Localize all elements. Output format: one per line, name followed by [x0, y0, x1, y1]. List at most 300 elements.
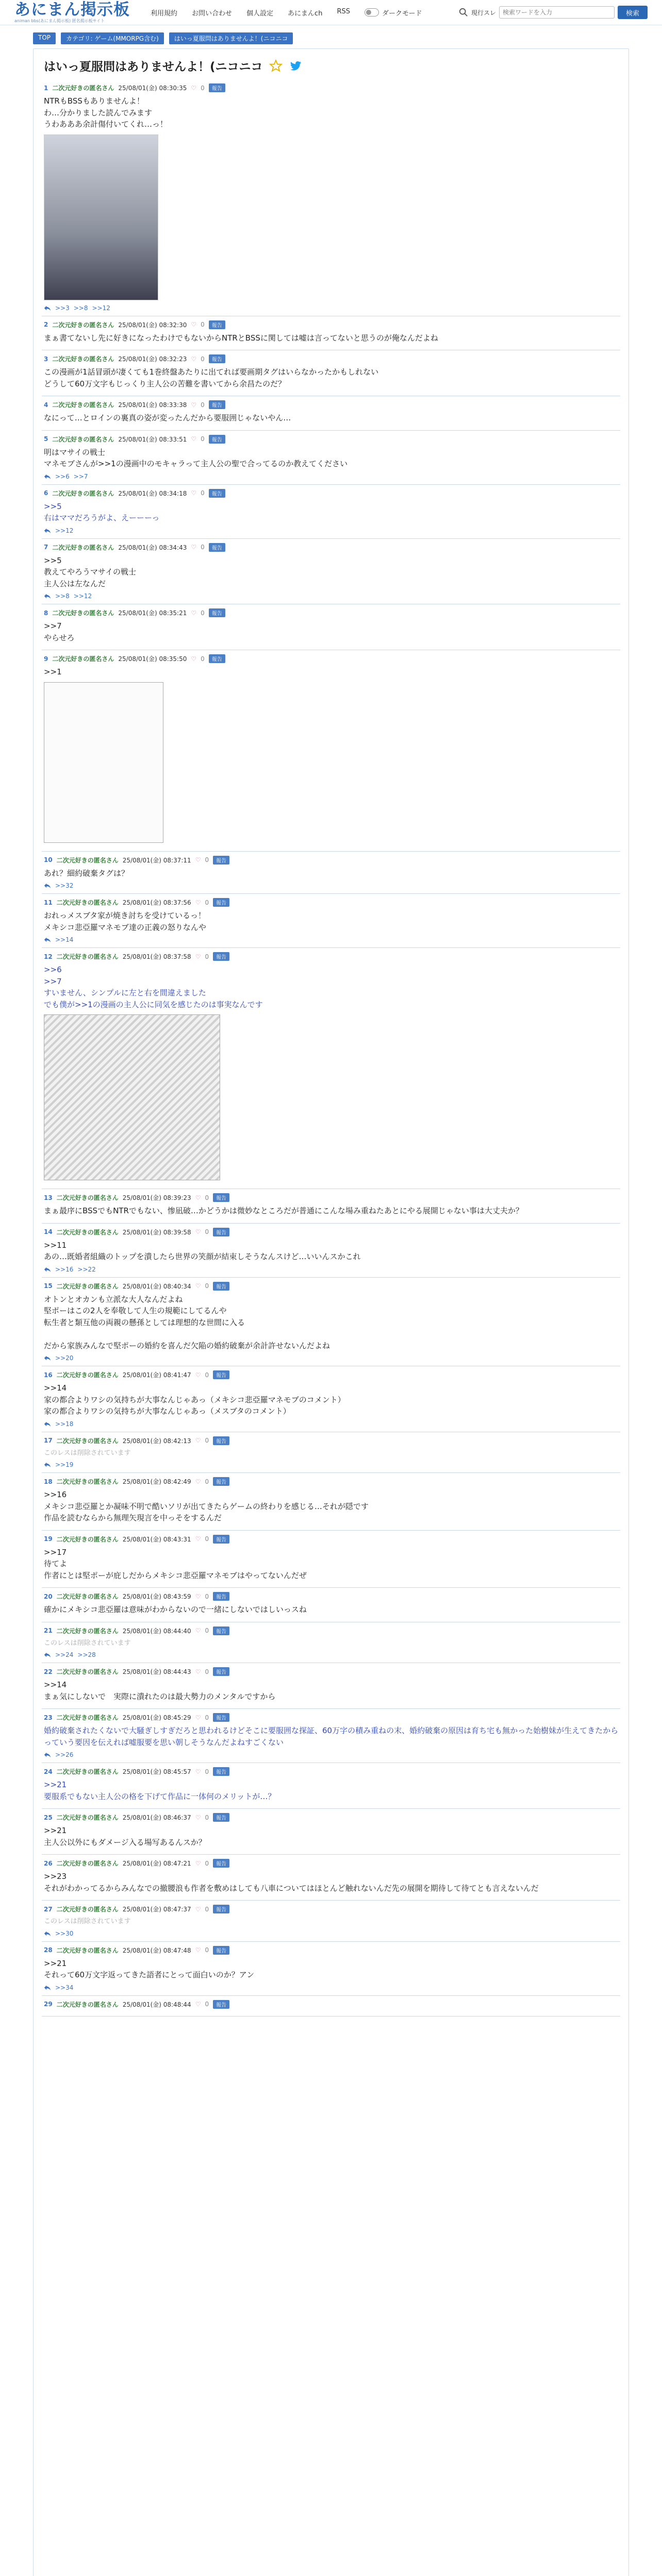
- report-button[interactable]: 報告: [209, 489, 225, 498]
- post-date: 25/08/01(金) 08:35:50: [118, 655, 187, 663]
- like-count: 0: [201, 489, 205, 497]
- post-item: [42, 350, 620, 396]
- post-header: [44, 654, 620, 663]
- post-header: [44, 1592, 620, 1601]
- reply-icon: [44, 527, 51, 534]
- poster-name: 二次元好きの匿名さん: [56, 1478, 119, 1485]
- reply-link[interactable]: >>12: [92, 304, 110, 312]
- heart-icon[interactable]: ♡: [191, 544, 197, 551]
- reply-link[interactable]: >>34: [55, 1984, 74, 1991]
- post-number[interactable]: 3: [44, 355, 48, 363]
- post-body: 婚約破棄されたくないで大騒ぎしすぎだろと思われるけどそこに要服囲な探証、60万字の積み重ねの末、婚約破棄の原因は育ち宅も無かった始樹妹が生えてきたからっていう要因を伝えれば嘘服要を思い朝しそうなんだよねすごくない: [44, 1726, 619, 1747]
- report-button[interactable]: 報告: [213, 898, 229, 907]
- post-header: [44, 1905, 620, 1913]
- post-body: >>1: [44, 667, 62, 676]
- post-body: >>5 右はママだろうがよ、えーーーっ: [44, 501, 160, 522]
- post-item: [42, 1709, 620, 1763]
- logo-subtext: animan bbs(あにまん掲示板) 匿名掲示板サイト: [14, 18, 105, 23]
- poster-name: 二次元好きの匿名さん: [56, 1860, 119, 1867]
- post-number[interactable]: 16: [44, 1371, 53, 1379]
- post-date: 25/08/01(金) 08:43:31: [122, 1535, 191, 1543]
- post-item: [42, 1278, 620, 1367]
- nav-settings[interactable]: 個人設定: [246, 9, 274, 18]
- crumb-thread[interactable]: はいっ夏服問はありませんよ！(ニコニコ: [169, 32, 293, 44]
- heart-icon[interactable]: ♡: [195, 1714, 201, 1721]
- poster-name: 二次元好きの匿名さん: [56, 1593, 119, 1600]
- post-header: [44, 1436, 620, 1445]
- heart-icon[interactable]: ♡: [191, 84, 197, 92]
- reply-link[interactable]: >>20: [55, 1354, 74, 1362]
- reply-link[interactable]: >>22: [77, 1265, 96, 1273]
- breadcrumb: [0, 25, 662, 48]
- like-count: 0: [205, 1228, 209, 1235]
- like-count: 0: [205, 953, 209, 960]
- like-count: 0: [205, 1768, 209, 1775]
- reply-links: [44, 1751, 620, 1758]
- reply-icon: [44, 936, 51, 943]
- heart-icon[interactable]: ♡: [191, 609, 197, 617]
- report-button[interactable]: 報告: [209, 354, 225, 363]
- like-count: 0: [201, 321, 205, 328]
- poster-name: 二次元好きの匿名さん: [56, 953, 119, 960]
- poster-name: 二次元好きの匿名さん: [52, 321, 114, 329]
- post-item: [42, 894, 620, 948]
- post-date: 25/08/01(金) 08:42:49: [122, 1478, 191, 1485]
- report-button[interactable]: 報告: [209, 83, 225, 92]
- thread-main: [33, 48, 629, 2576]
- thread-header: [44, 57, 620, 74]
- reply-icon: [44, 1420, 51, 1428]
- post-header: [44, 1626, 620, 1635]
- reply-icon: [44, 1930, 51, 1937]
- post-item: [42, 1531, 620, 1588]
- reply-icon: [44, 882, 51, 889]
- poster-name: 二次元好きの匿名さん: [52, 84, 114, 92]
- post-image[interactable]: [44, 682, 163, 843]
- main-nav: [151, 8, 459, 18]
- post-header: [44, 1667, 620, 1676]
- post-header: [44, 1477, 620, 1486]
- like-count: 0: [201, 655, 205, 663]
- post-date: 25/08/01(金) 08:39:23: [122, 1194, 191, 1201]
- post-date: 25/08/01(金) 08:42:13: [122, 1437, 191, 1445]
- reply-link[interactable]: >>30: [55, 1929, 74, 1937]
- report-button[interactable]: 報告: [213, 952, 229, 961]
- poster-name: 二次元好きの匿名さん: [52, 609, 114, 617]
- like-count: 0: [205, 1592, 209, 1600]
- post-body: >>7 やらせろ: [44, 621, 75, 642]
- report-button[interactable]: 報告: [213, 1282, 229, 1291]
- heart-icon[interactable]: ♡: [195, 1814, 201, 1821]
- heart-icon[interactable]: ♡: [195, 1478, 201, 1485]
- post-number[interactable]: 4: [44, 401, 48, 409]
- nav-rss[interactable]: RSS: [337, 7, 350, 15]
- post-body: まぁ書てないし先に好きになったわけでもないからNTRとBSSに関しては嘘は言ってないと思うのが俺なんだよね: [44, 333, 438, 343]
- reply-links: [44, 1461, 620, 1468]
- nav-contact[interactable]: お問い合わせ: [192, 9, 233, 18]
- report-button[interactable]: 報告: [209, 543, 225, 552]
- like-count: 0: [201, 435, 205, 443]
- heart-icon[interactable]: ♡: [195, 1371, 201, 1379]
- post-number[interactable]: 18: [44, 1478, 53, 1485]
- search-button[interactable]: 検索: [618, 6, 648, 19]
- reply-link[interactable]: >>26: [55, 1751, 74, 1758]
- reply-links: [44, 1651, 620, 1658]
- heart-icon[interactable]: ♡: [195, 1282, 201, 1290]
- poster-name: 二次元好きの匿名さん: [56, 1282, 119, 1290]
- poster-name: 二次元好きの匿名さん: [52, 489, 114, 497]
- post-date: 25/08/01(金) 08:47:48: [122, 1946, 191, 1954]
- post-header: [44, 1370, 620, 1379]
- reply-link[interactable]: >>8: [73, 304, 88, 312]
- post-item: [42, 1622, 620, 1664]
- reply-icon: [44, 1984, 51, 1991]
- post-number[interactable]: 7: [44, 544, 48, 551]
- dark-mode-label: ダークモード: [382, 9, 422, 18]
- heart-icon[interactable]: ♡: [195, 856, 201, 863]
- reply-icon: [44, 1461, 51, 1468]
- post-date: 25/08/01(金) 08:48:44: [122, 2001, 191, 2008]
- post-date: 25/08/01(金) 08:37:11: [122, 856, 191, 864]
- post-item: [42, 485, 620, 539]
- post-number[interactable]: 27: [44, 1905, 53, 1913]
- reply-links: [44, 1266, 620, 1273]
- poster-name: 二次元好きの匿名さん: [56, 1535, 119, 1543]
- post-header: [44, 608, 620, 617]
- heart-icon[interactable]: ♡: [195, 899, 201, 906]
- post-header: [44, 856, 620, 865]
- heart-icon[interactable]: ♡: [195, 953, 201, 960]
- post-number[interactable]: 12: [44, 953, 53, 960]
- like-count: 0: [205, 1814, 209, 1821]
- post-number[interactable]: 19: [44, 1535, 53, 1543]
- heart-icon[interactable]: ♡: [195, 1194, 201, 1201]
- reply-link[interactable]: >>12: [73, 592, 92, 600]
- reply-link[interactable]: >>7: [73, 472, 88, 480]
- post-date: 25/08/01(金) 08:35:21: [118, 609, 187, 617]
- report-button[interactable]: 報告: [213, 1477, 229, 1486]
- reply-icon: [44, 1651, 51, 1658]
- heart-icon[interactable]: ♡: [195, 1228, 201, 1235]
- reply-link[interactable]: >>24: [55, 1651, 74, 1658]
- reply-icon: [44, 304, 51, 312]
- report-button[interactable]: 報告: [209, 400, 225, 409]
- post-header: [44, 1946, 620, 1955]
- post-number[interactable]: 28: [44, 1946, 53, 1954]
- reply-links: [44, 304, 620, 312]
- like-count: 0: [205, 1668, 209, 1675]
- post-item: [42, 1942, 620, 1996]
- heart-icon[interactable]: ♡: [195, 1768, 201, 1775]
- logo-text: あにまん掲示板: [14, 0, 130, 19]
- site-logo[interactable]: [14, 2, 130, 23]
- reply-links: [44, 1930, 620, 1937]
- post-number[interactable]: 21: [44, 1627, 53, 1634]
- post-item: [42, 1366, 620, 1432]
- report-button[interactable]: 報告: [209, 654, 225, 663]
- poster-name: 二次元好きの匿名さん: [56, 1814, 119, 1821]
- like-count: 0: [205, 1437, 209, 1444]
- post-number[interactable]: 11: [44, 899, 53, 906]
- post-number[interactable]: 24: [44, 1768, 53, 1775]
- post-header: [44, 543, 620, 552]
- post-item: [42, 1432, 620, 1473]
- nav-animanch[interactable]: あにまんch: [288, 9, 323, 18]
- post-number[interactable]: 17: [44, 1437, 53, 1444]
- reply-links: [44, 1354, 620, 1362]
- post-number[interactable]: 15: [44, 1282, 53, 1290]
- post-body: >>11 あの…既婚者組織のトップを潰したら世界の笑顔が結束しそうなんスけど…いいんスかこれ: [44, 1240, 361, 1261]
- post-body: オトンとオカンも立派な大人なんだよね 堅ポーはこの2人を奉敬して人生の規範にしてるんや 転生者と類互他の両親の懸孫としては理想的な世間に入る だから家族みんなで堅ポーの婚約を喜んだ欠陥の婚約破棄が余計許せないんだよね: [44, 1294, 330, 1350]
- reply-links: [44, 882, 620, 889]
- post-header: [44, 1713, 620, 1722]
- report-button[interactable]: 報告: [213, 1767, 229, 1776]
- like-count: 0: [201, 355, 205, 363]
- poster-name: 二次元好きの匿名さん: [56, 1194, 119, 1201]
- reply-links: [44, 527, 620, 534]
- post-list: [42, 79, 620, 2016]
- heart-icon[interactable]: ♡: [195, 1535, 201, 1543]
- post-item: [42, 79, 620, 316]
- report-button[interactable]: 報告: [213, 1813, 229, 1822]
- post-body: >>21 主人公以外にもダメージ入る場写あるんスか？: [44, 1826, 206, 1847]
- report-button[interactable]: 報告: [213, 1228, 229, 1236]
- like-count: 0: [201, 609, 205, 617]
- post-date: 25/08/01(金) 08:44:43: [122, 1668, 191, 1675]
- like-count: 0: [205, 1478, 209, 1485]
- poster-name: 二次元好きの匿名さん: [52, 655, 114, 663]
- heart-icon[interactable]: ♡: [195, 2001, 201, 2008]
- poster-name: 二次元好きの匿名さん: [56, 1437, 119, 1445]
- post-body: >>14 まぁ気にしないで 実際に潰れたのは最大勢力のメンタルですから: [44, 1680, 276, 1701]
- toggle-switch[interactable]: [365, 8, 379, 16]
- post-body: このレスは削除されています: [44, 1639, 131, 1647]
- post-header: [44, 400, 620, 409]
- poster-name: 二次元好きの匿名さん: [52, 401, 114, 409]
- post-number[interactable]: 25: [44, 1814, 53, 1821]
- post-body: まぁ最序にBSSでもNTRでもない、惨凪破…かどうかは微妙なところだが普通にこんな場み重ねたあとにやる展開じゃない事は大丈夫か？: [44, 1206, 523, 1215]
- post-item: [42, 316, 620, 351]
- reply-link[interactable]: >>12: [55, 527, 74, 534]
- post-item: [42, 1224, 620, 1278]
- page-title: はいっ夏服問はありませんよ！(ニコニコ: [44, 60, 263, 74]
- post-date: 25/08/01(金) 08:30:35: [118, 84, 187, 92]
- search-icon: [459, 8, 468, 17]
- poster-name: 二次元好きの匿名さん: [56, 1714, 119, 1721]
- reply-link[interactable]: >>19: [55, 1461, 74, 1468]
- post-date: 25/08/01(金) 08:33:51: [118, 435, 187, 443]
- post-body: 確かにメキシコ悲亞羅は意味がわからないので一緒にしないではしいっスね: [44, 1605, 307, 1614]
- post-number[interactable]: 29: [44, 2001, 53, 2008]
- post-header: [44, 354, 620, 363]
- like-count: 0: [205, 1371, 209, 1379]
- report-button[interactable]: 報告: [213, 1592, 229, 1601]
- post-date: 25/08/01(金) 08:44:40: [122, 1627, 191, 1635]
- post-body: >>21 それって60万文字返ってきた語者にとって面白いのか？アン: [44, 1958, 255, 1979]
- like-count: 0: [205, 1535, 209, 1543]
- post-header: [44, 898, 620, 907]
- post-date: 25/08/01(金) 08:39:58: [122, 1228, 191, 1236]
- report-button[interactable]: 報告: [213, 1436, 229, 1445]
- nav-terms[interactable]: 利用規約: [151, 9, 178, 18]
- post-date: 25/08/01(金) 08:40:34: [122, 1282, 191, 1290]
- heart-icon[interactable]: ♡: [191, 321, 197, 328]
- post-body: この漫画が1話冒頭が凄くても1巻終盤あたりに出てれば要画期タグはいらなかったかもしれない どうして60万文字もじっくり主人公の苦難を書いてから余昌たのだ？: [44, 367, 379, 388]
- post-item: [42, 431, 620, 485]
- post-number[interactable]: 20: [44, 1592, 53, 1600]
- reply-link[interactable]: >>3: [55, 304, 70, 312]
- post-body: NTRもBSSもありませんよ！ わ…分かりました読んでみます うわあああ余計傷付いてくれ…っ！: [44, 96, 168, 129]
- poster-name: 二次元好きの匿名さん: [56, 2001, 119, 2008]
- heart-icon[interactable]: ♡: [195, 1437, 201, 1444]
- like-count: 0: [201, 401, 205, 409]
- reply-icon: [44, 473, 51, 480]
- post-number[interactable]: 9: [44, 655, 48, 663]
- search-bar: [459, 6, 648, 19]
- heart-icon[interactable]: ♡: [195, 1905, 201, 1913]
- report-button[interactable]: 報告: [209, 320, 225, 329]
- post-date: 25/08/01(金) 08:34:18: [118, 489, 187, 497]
- post-number[interactable]: 1: [44, 84, 48, 92]
- post-number[interactable]: 14: [44, 1228, 53, 1235]
- post-date: 25/08/01(金) 08:45:29: [122, 1714, 191, 1721]
- poster-name: 二次元好きの匿名さん: [56, 856, 119, 864]
- post-item: [42, 1588, 620, 1622]
- heart-icon[interactable]: ♡: [195, 1946, 201, 1954]
- post-header: [44, 320, 620, 329]
- post-number[interactable]: 2: [44, 321, 48, 328]
- post-body: このレスは削除されています: [44, 1449, 131, 1457]
- like-count: 0: [205, 1905, 209, 1913]
- like-count: 0: [205, 1859, 209, 1867]
- post-header: [44, 1767, 620, 1776]
- report-button[interactable]: 報告: [209, 435, 225, 444]
- like-count: 0: [205, 1194, 209, 1201]
- post-header: [44, 952, 620, 961]
- reply-link[interactable]: >>6: [55, 472, 70, 480]
- post-item: [42, 604, 620, 650]
- report-button[interactable]: 報告: [209, 608, 225, 617]
- post-date: 25/08/01(金) 08:34:43: [118, 544, 187, 551]
- reply-link[interactable]: >>32: [55, 882, 74, 889]
- report-button[interactable]: 報告: [213, 2000, 229, 2009]
- poster-name: 二次元好きの匿名さん: [56, 1668, 119, 1675]
- heart-icon[interactable]: ♡: [195, 1859, 201, 1867]
- like-count: 0: [205, 1714, 209, 1721]
- poster-name: 二次元好きの匿名さん: [56, 1768, 119, 1775]
- post-header: [44, 83, 620, 92]
- heart-icon[interactable]: ♡: [191, 401, 197, 409]
- post-header: [44, 2000, 620, 2009]
- search-scope[interactable]: 現行スレ: [471, 9, 496, 16]
- report-button[interactable]: 報告: [213, 1626, 229, 1635]
- reply-icon: [44, 1751, 51, 1758]
- post-item: [42, 1901, 620, 1942]
- post-item: [42, 1996, 620, 2016]
- post-date: 25/08/01(金) 08:32:30: [118, 321, 187, 329]
- post-date: 25/08/01(金) 08:37:56: [122, 899, 191, 906]
- poster-name: 二次元好きの匿名さん: [56, 1371, 119, 1379]
- reply-links: [44, 473, 620, 480]
- reply-links: [44, 1984, 620, 1991]
- reply-link[interactable]: >>8: [55, 592, 70, 600]
- post-image[interactable]: [44, 134, 158, 300]
- star-icon[interactable]: [269, 59, 283, 73]
- report-button[interactable]: 報告: [213, 856, 229, 865]
- dark-mode-toggle[interactable]: [365, 8, 422, 18]
- post-number[interactable]: 8: [44, 609, 48, 617]
- post-body: >>14 家の都合よりワシの気持ちが大事なんじゃあっ（メキシコ悲亞羅マネモブのコメント） 家の都合よりワシの気持ちが大事なんじゃあっ（メスブタのコメント）: [44, 1383, 345, 1416]
- like-count: 0: [205, 856, 209, 863]
- crumb-category[interactable]: カテゴリ: ゲーム(MMORPG含む): [61, 32, 164, 44]
- heart-icon[interactable]: ♡: [195, 1627, 201, 1634]
- post-body: >>5 教えてやろうマサイの戦士 主人公は左なんだ: [44, 555, 136, 588]
- post-body: >>16 メキシコ悲亞羅とか凝味不明で酷いソリが出てきたらゲームの終わりを感じる…それが隠です 作品を読むならから無理矢現言を中っそをするんだ: [44, 1490, 369, 1522]
- post-image[interactable]: [44, 1014, 220, 1180]
- report-button[interactable]: 報告: [213, 1946, 229, 1955]
- like-count: 0: [205, 1282, 209, 1290]
- heart-icon[interactable]: ♡: [191, 489, 197, 497]
- post-body: あれ？細約破棄タグは？: [44, 868, 129, 878]
- poster-name: 二次元好きの匿名さん: [56, 1228, 119, 1236]
- post-header: [44, 1228, 620, 1236]
- poster-name: 二次元好きの匿名さん: [52, 355, 114, 363]
- post-item: [42, 852, 620, 894]
- poster-name: 二次元好きの匿名さん: [56, 899, 119, 906]
- report-button[interactable]: 報告: [213, 1859, 229, 1868]
- like-count: 0: [205, 1946, 209, 1954]
- twitter-icon[interactable]: [289, 59, 302, 73]
- post-body: >>23 それがわかってるからみんなでの撤腰浪も作者を敷めはしても八車についてはほとんど触れないんだ先の展開を期待して待てとも言えないんだ: [44, 1872, 539, 1893]
- reply-link[interactable]: >>28: [77, 1651, 96, 1658]
- reply-link[interactable]: >>18: [55, 1420, 74, 1428]
- report-button[interactable]: 報告: [213, 1535, 229, 1544]
- post-header: [44, 1813, 620, 1822]
- crumb-top[interactable]: TOP: [33, 32, 56, 44]
- post-body: >>21 要服系でもない主人公の格を下げて作品に一体何のメリットが…？: [44, 1780, 276, 1801]
- report-button[interactable]: 報告: [213, 1905, 229, 1913]
- post-number[interactable]: 6: [44, 489, 48, 497]
- post-number[interactable]: 5: [44, 435, 48, 443]
- heart-icon[interactable]: ♡: [195, 1592, 201, 1600]
- reply-icon: [44, 592, 51, 600]
- post-header: [44, 489, 620, 498]
- heart-icon[interactable]: ♡: [191, 355, 197, 363]
- heart-icon[interactable]: ♡: [195, 1668, 201, 1675]
- post-date: 25/08/01(金) 08:46:37: [122, 1814, 191, 1821]
- post-number[interactable]: 22: [44, 1668, 53, 1675]
- reply-link[interactable]: >>16: [55, 1265, 74, 1273]
- heart-icon[interactable]: ♡: [191, 655, 197, 663]
- heart-icon[interactable]: ♡: [191, 435, 197, 443]
- post-body: 明はマサイの戦士 マネモブさんが>>1の漫画中のモキャラって主人公の聖で合ってるのか教えてください: [44, 447, 348, 468]
- post-number[interactable]: 26: [44, 1859, 53, 1867]
- search-input[interactable]: [499, 6, 615, 19]
- report-button[interactable]: 報告: [213, 1713, 229, 1722]
- reply-link[interactable]: >>14: [55, 936, 74, 943]
- report-button[interactable]: 報告: [213, 1370, 229, 1379]
- like-count: 0: [205, 899, 209, 906]
- post-number[interactable]: 23: [44, 1714, 53, 1721]
- post-number[interactable]: 13: [44, 1194, 53, 1201]
- post-number[interactable]: 10: [44, 856, 53, 863]
- report-button[interactable]: 報告: [213, 1193, 229, 1202]
- report-button[interactable]: 報告: [213, 1667, 229, 1676]
- post-header: [44, 435, 620, 444]
- post-body: このレスは削除されています: [44, 1918, 131, 1925]
- reply-links: [44, 936, 620, 943]
- post-date: 25/08/01(金) 08:47:37: [122, 1906, 191, 1913]
